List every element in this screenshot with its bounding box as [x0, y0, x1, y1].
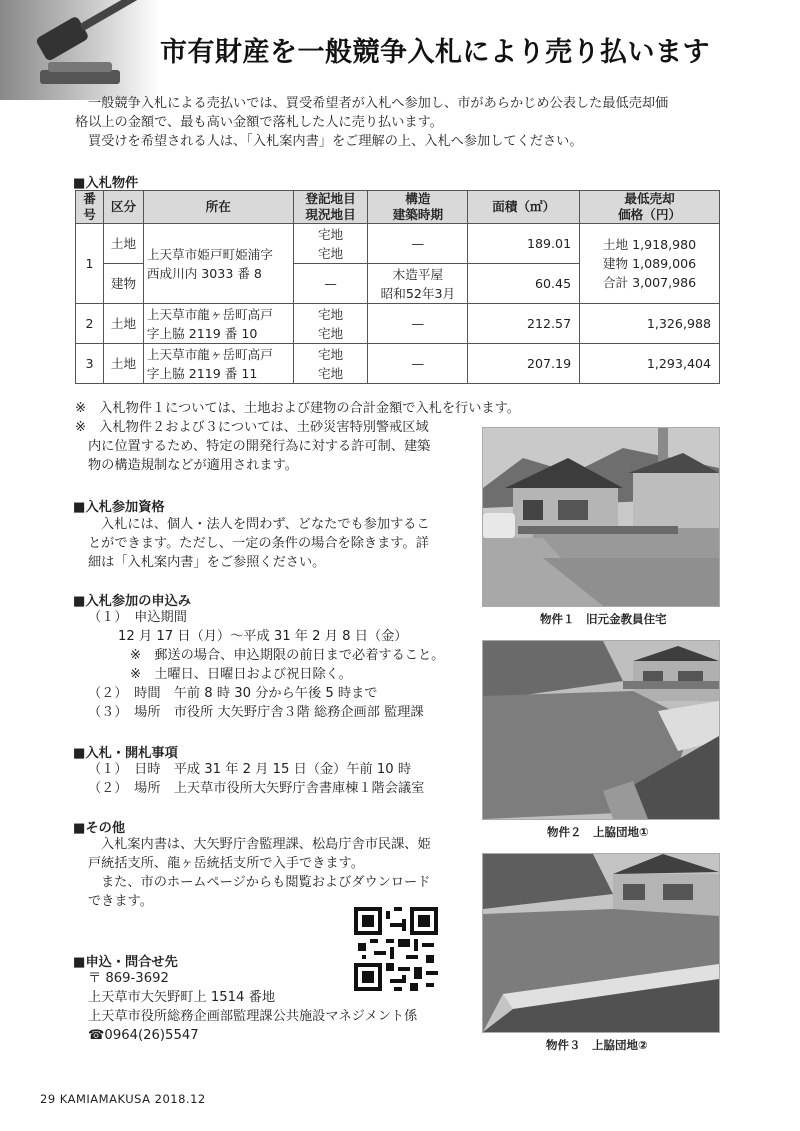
text-line: 細は「入札案内書」をご参照ください。: [88, 555, 326, 570]
department: 上天草市役所総務企画部監理課公共施設マネジメント係: [88, 1009, 418, 1024]
table-row: [76, 304, 720, 344]
address: 上天草市大矢野町上 1514 番地: [88, 990, 276, 1005]
property-1-photo: [482, 427, 720, 607]
cell-location: 上天草市姫戸町姫浦字 西成川内 3033 番 8: [143, 224, 293, 304]
text-line: ※ 土曜日、日曜日および祝日除く。: [130, 667, 352, 682]
text-line: また、市のホームページからも閲覧およびダウンロード: [101, 875, 431, 890]
items-heading: ■入札物件: [73, 176, 139, 191]
property-2-photo: [482, 640, 720, 820]
text-line: （１） 日時 平成 31 年 2 月 15 日（金）午前 10 時: [88, 762, 412, 777]
note-line: 内に位置するため、特定の開発行為に対する許可制、建築: [88, 439, 431, 454]
items-table: [75, 190, 720, 384]
cell-price: 1,293,404: [580, 344, 720, 384]
cell-num: 1: [76, 224, 104, 304]
cell-num: 3: [76, 344, 104, 384]
cell-area: 212.57: [468, 304, 580, 344]
items-notes: [75, 399, 520, 475]
cell-structure: 木造平屋 昭和52年3月: [368, 264, 468, 304]
cell-area: 207.19: [468, 344, 580, 384]
text-line: ※ 郵送の場合、申込期限の前日まで必着すること。: [130, 648, 445, 663]
col-structure: 構造 建築時期: [368, 191, 468, 224]
cell-landcat: 宅地 宅地: [293, 304, 368, 344]
cell-num: 2: [76, 304, 104, 344]
col-landcat: 登記地目 現況地目: [293, 191, 368, 224]
gavel-image: [0, 0, 160, 100]
text-line: 入札案内書は、大矢野庁舎監理課、松島庁舎市民課、姫: [101, 837, 431, 852]
opening-text: [88, 760, 424, 798]
cell-structure: —: [368, 304, 468, 344]
text-line: 12 月 17 日（月）～平成 31 年 2 月 8 日（金）: [118, 629, 408, 644]
cell-structure: —: [368, 224, 468, 264]
phone-number[interactable]: ☎0964(26)5547: [88, 1028, 199, 1043]
text-line: できます。: [88, 894, 153, 909]
text-line: 戸統括支所、龍ヶ岳統括支所で入手できます。: [88, 856, 364, 871]
other-text: [88, 835, 431, 911]
text-line: とができます。ただし、一定の条件の場合を除きます。詳: [88, 536, 429, 551]
intro-line: 格以上の金額で、最も高い金額で落札した人に売り払います。: [75, 115, 443, 130]
text-line: （１） 申込期間: [88, 610, 187, 625]
application-text: [88, 608, 444, 722]
opening-heading: ■入札・開札事項: [73, 746, 178, 761]
intro-line: 一般競争入札による売払いでは、買受希望者が入札へ参加し、市があらかじめ公表した最低売却価: [88, 96, 669, 111]
contact-text: [88, 969, 417, 1045]
cell-landcat: 宅地 宅地: [293, 224, 368, 264]
cell-price: 1,326,988: [580, 304, 720, 344]
cell-kubun: 土地: [103, 224, 143, 264]
note-line: 物の構造規制などが適用されます。: [88, 458, 298, 473]
intro: [75, 94, 735, 151]
cell-landcat: 宅地 宅地: [293, 344, 368, 384]
table-row: [76, 224, 720, 264]
note-line: ※ 入札物件２および３については、土砂災害特別警戒区域: [75, 420, 429, 435]
property-1-caption: 物件１ 旧元金教員住宅: [540, 612, 667, 626]
cell-price: 土地 1,918,980 建物 1,089,006 合計 3,007,986: [580, 224, 720, 304]
cell-location: 上天草市龍ヶ岳町高戸 字上脇 2119 番 11: [143, 344, 293, 384]
qualification-heading: ■入札参加資格: [73, 500, 165, 515]
property-3-caption: 物件３ 上脇団地②: [546, 1038, 648, 1052]
cell-kubun: 建物: [103, 264, 143, 304]
contact-heading: ■申込・問合せ先: [73, 955, 178, 970]
cell-kubun: 土地: [103, 304, 143, 344]
application-heading: ■入札参加の申込み: [73, 594, 191, 609]
note-line: ※ 入札物件１については、土地および建物の合計金額で入札を行います。: [75, 401, 520, 416]
page-footer: 29 KAMIAMAKUSA 2018.12: [40, 1092, 206, 1106]
text-line: （２） 場所 上天草市役所大矢野庁舎書庫棟１階会議室: [88, 781, 425, 796]
cell-landcat: —: [293, 264, 368, 304]
cell-location: 上天草市龍ヶ岳町高戸 字上脇 2119 番 10: [143, 304, 293, 344]
qualification-text: [88, 515, 430, 572]
col-num: 番 号: [76, 191, 104, 224]
cell-area: 60.45: [468, 264, 580, 304]
cell-kubun: 土地: [103, 344, 143, 384]
table-header-row: [76, 191, 720, 224]
text-line: （３） 場所 市役所 大矢野庁舎３階 総務企画部 監理課: [88, 705, 424, 720]
col-price: 最低売却 価格（円）: [580, 191, 720, 224]
col-kubun: 区分: [103, 191, 143, 224]
table-row: [76, 344, 720, 384]
intro-line: 買受けを希望される人は、「入札案内書」をご理解の上、入札へ参加してください。: [88, 134, 583, 149]
col-area: 面積（㎡）: [468, 191, 580, 224]
postal-code: 〒 869-3692: [88, 971, 169, 986]
page-title: 市有財産を一般競争入札により売り払います: [160, 37, 710, 68]
text-line: 入札には、個人・法人を問わず、どなたでも参加するこ: [101, 517, 430, 532]
property-2-caption: 物件２ 上脇団地①: [547, 825, 649, 839]
text-line: （２） 時間 午前 8 時 30 分から午後 5 時まで: [88, 686, 378, 701]
other-heading: ■その他: [73, 821, 126, 836]
col-location: 所在: [143, 191, 293, 224]
cell-structure: —: [368, 344, 468, 384]
property-3-photo: [482, 853, 720, 1033]
cell-area: 189.01: [468, 224, 580, 264]
